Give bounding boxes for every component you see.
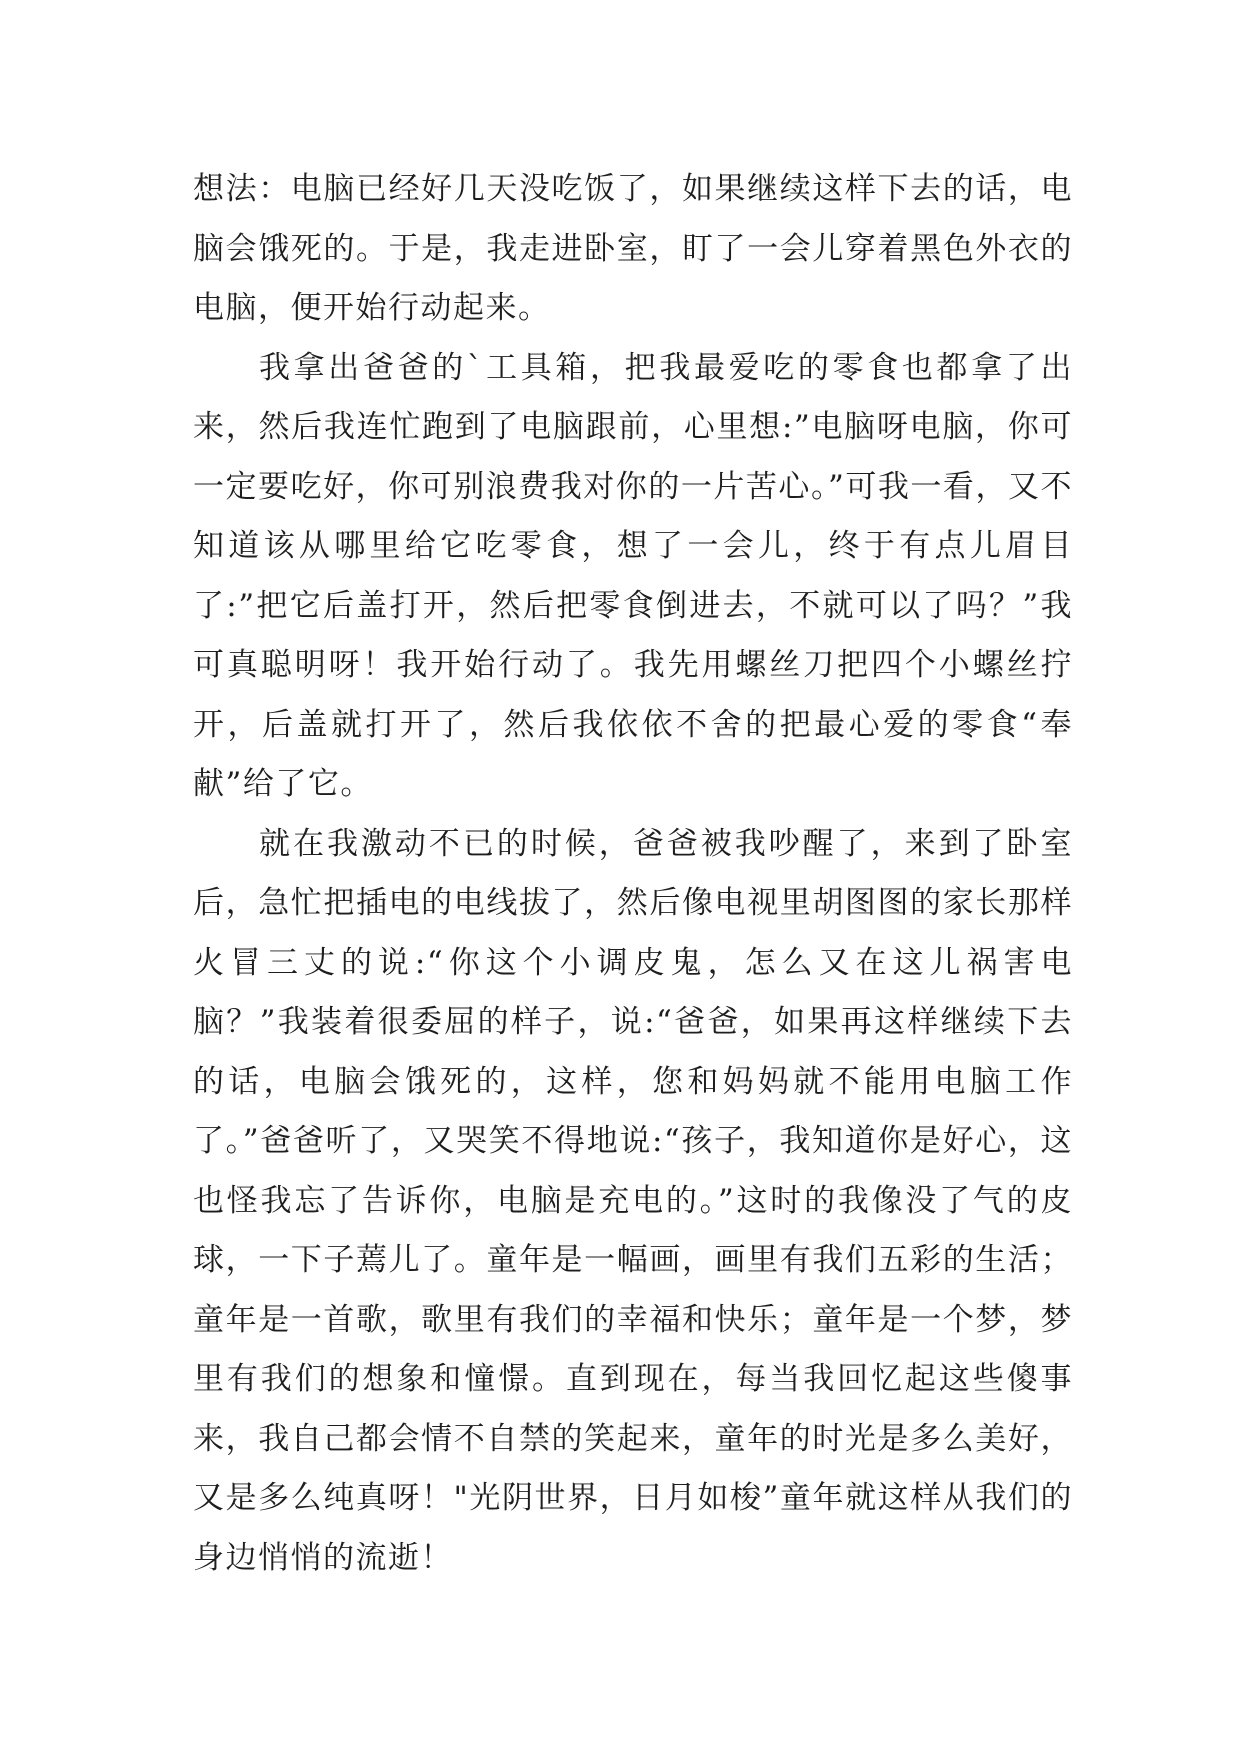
paragraph-father: 就在我激动不已的时候，爸爸被我吵醒了，来到了卧室后，急忙把插电的电线拔了，然后像电视里胡图图的家长那样火冒三丈的说:“你这个小调皮鬼，怎么又在这儿祸害电脑？”我装着很委屈的样子，说:“爸爸，如果再这样继续下去的话，电脑会饿死的，这样，您和妈妈就不能用电脑工作了。”爸爸听了，又哭笑不得地说:“孩子，我知道你是好心，这也怪我忘了告诉你，电脑是充电的。”这时的我像没了气的皮球，一下子蔫儿了。童年是一幅画，画里有我们五彩的生活；童年是一首歌，歌里有我们的幸福和快乐；童年是一个梦，梦里有我们的想象和憧憬。直到现在，每当我回忆起这些傻事来，我自己都会情不自禁的笑起来，童年的时光是多么美好，又是多么纯真呀！"光阴世界，日月如梭”童年就这样从我们的身边悄悄的流逝！	[193, 825, 1073, 1576]
document-body	[193, 160, 1073, 1588]
paragraph-toolbox: 我拿出爸爸的`工具箱，把我最爱吃的零食也都拿了出来，然后我连忙跑到了电脑跟前，心里想:”电脑呀电脑，你可一定要吃好，你可别浪费我对你的一片苦心。”可我一看，又不知道该从哪里给它吃零食，想了一会儿，终于有点儿眉目了:”把它后盖打开，然后把零食倒进去，不就可以了吗？”我可真聪明呀！我开始行动了。我先用螺丝刀把四个小螺丝拧开，后盖就打开了，然后我依依不舍的把最心爱的零食“奉献”给了它。	[193, 349, 1073, 802]
paragraph-continuation: 想法：电脑已经好几天没吃饭了，如果继续这样下去的话，电脑会饿死的。于是，我走进卧室，盯了一会儿穿着黑色外衣的电脑，便开始行动起来。	[193, 171, 1073, 326]
